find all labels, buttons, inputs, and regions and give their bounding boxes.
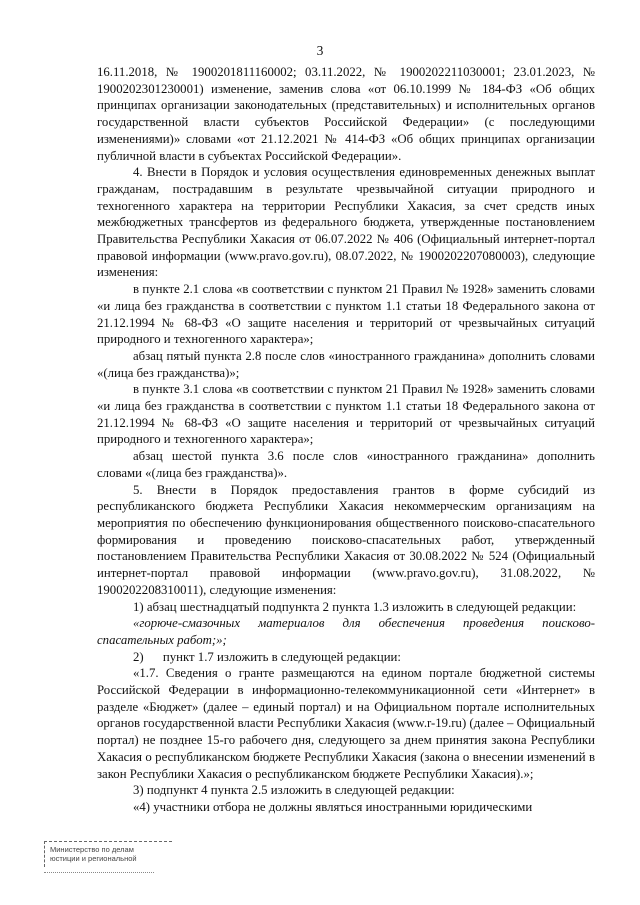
document-body bbox=[97, 64, 595, 816]
paragraph: в пункте 2.1 слова «в соответствии с пунктом 21 Правил № 1928» заменить словами «и лица без гражданства в соответствии с пунктом 1.1 статьи 18 Федерального закона от 21.12.1994 № 68-ФЗ «О защите населения и территорий от чрезвычайных ситуаций природного и техногенного характера»; bbox=[97, 282, 595, 347]
paragraph: абзац шестой пункта 3.6 после слов «иностранного гражданина» дополнить словами «(лица без гражданства)». bbox=[97, 449, 595, 480]
paragraph: абзац пятый пункта 2.8 после слов «иностранного гражданина» дополнить словами «(лица без гражданства)»; bbox=[97, 348, 595, 380]
paragraph-italic bbox=[97, 615, 595, 648]
paragraph: 3) подпункт 4 пункта 2.5 изложить в следующей редакции: bbox=[133, 783, 455, 798]
stamp-line: Министерство по делам bbox=[50, 845, 134, 854]
italic-text: «горюче-смазочных материалов для обеспечения проведения поисково-спасательных работ;»; bbox=[97, 616, 595, 647]
paragraph: «4) участники отбора не должны являться иностранными юридическими bbox=[133, 799, 533, 814]
paragraph: 2) пункт 1.7 изложить в следующей редакции: bbox=[133, 649, 401, 664]
paragraph: 1) абзац шестнадцатый подпункта 2 пункта 1.3 изложить в следующей редакции: bbox=[133, 599, 577, 614]
paragraph: в пункте 3.1 слова «в соответствии с пунктом 21 Правил № 1928» заменить словами «и лица без гражданства в соответствии с пунктом 1.1 статьи 18 Федерального закона от 21.12.1994 № 68-ФЗ «О защите населения и территорий от чрезвычайных ситуаций природного и техногенного характера»; bbox=[97, 382, 595, 447]
paragraph: «1.7. Сведения о гранте размещаются на едином портале бюджетной системы Российской Федерации в информационно-телекоммуникационной сети «Интернет» в разделе «Бюджет» (далее – единый портал) и на Официальном портале исполнительных органов государственной власти Республики Хакасия (www.r-19.ru) (далее – Официальный портал) не позднее 15-го рабочего дня, следующего за днем принятия закона Республики Хакасия о республиканском бюджете Республики Хакасия (закона о внесении изменений в закон Республики Хакасия о республиканском бюджете Республики Хакасия).»; bbox=[97, 666, 595, 781]
paragraph: 5. Внести в Порядок предоставления грантов в форме субсидий из республиканского бюджета Республики Хакасия некоммерческим организациям на мероприятия по обеспечению функционирования общественного поисково-спасательного формирования и проведению поисково-спасательных работ, утвержденный постановлением Правительства Республики Хакасия от 30.08.2022 № 524 (Официальный интернет-портал правовой информации (www.pravo.gov.ru), 31.08.2022, № 1900202208310011), следующие изменения: bbox=[97, 482, 595, 597]
paragraph: 16.11.2018, № 1900201811160002; 03.11.2022, № 1900202211030001; 23.01.2023, № 1900202301230001) изменение, заменив слова «от 06.10.1999 № 184-ФЗ «Об общих принципах организации законодательных (представительных) и исполнительных органов государственной власти субъектов Российской Федерации» (с последующими изменениями)» словами «от 21.12.2021 № 414-ФЗ «Об общих принципах организации публичной власти в субъектах Российской Федерации». bbox=[97, 65, 595, 163]
stamp-dotted-line bbox=[44, 872, 154, 873]
registration-stamp bbox=[44, 841, 172, 867]
page-number: 3 bbox=[316, 43, 324, 58]
stamp-line: юстиции и региональной bbox=[50, 854, 137, 863]
paragraph: 4. Внести в Порядок и условия осуществления единовременных денежных выплат гражданам, пострадавшим в результате чрезвычайной ситуации природного и техногенного характера на территории Республики Хакасия, за счет средств иных межбюджетных трансфертов из федерального бюджета, утвержденные постановлением Правительства Республики Хакасия от 06.07.2022 № 406 (Официальный интернет-портал правовой информации (www.pravo.gov.ru), 08.07.2022, № 1900202207080003), следующие изменения: bbox=[97, 165, 595, 280]
